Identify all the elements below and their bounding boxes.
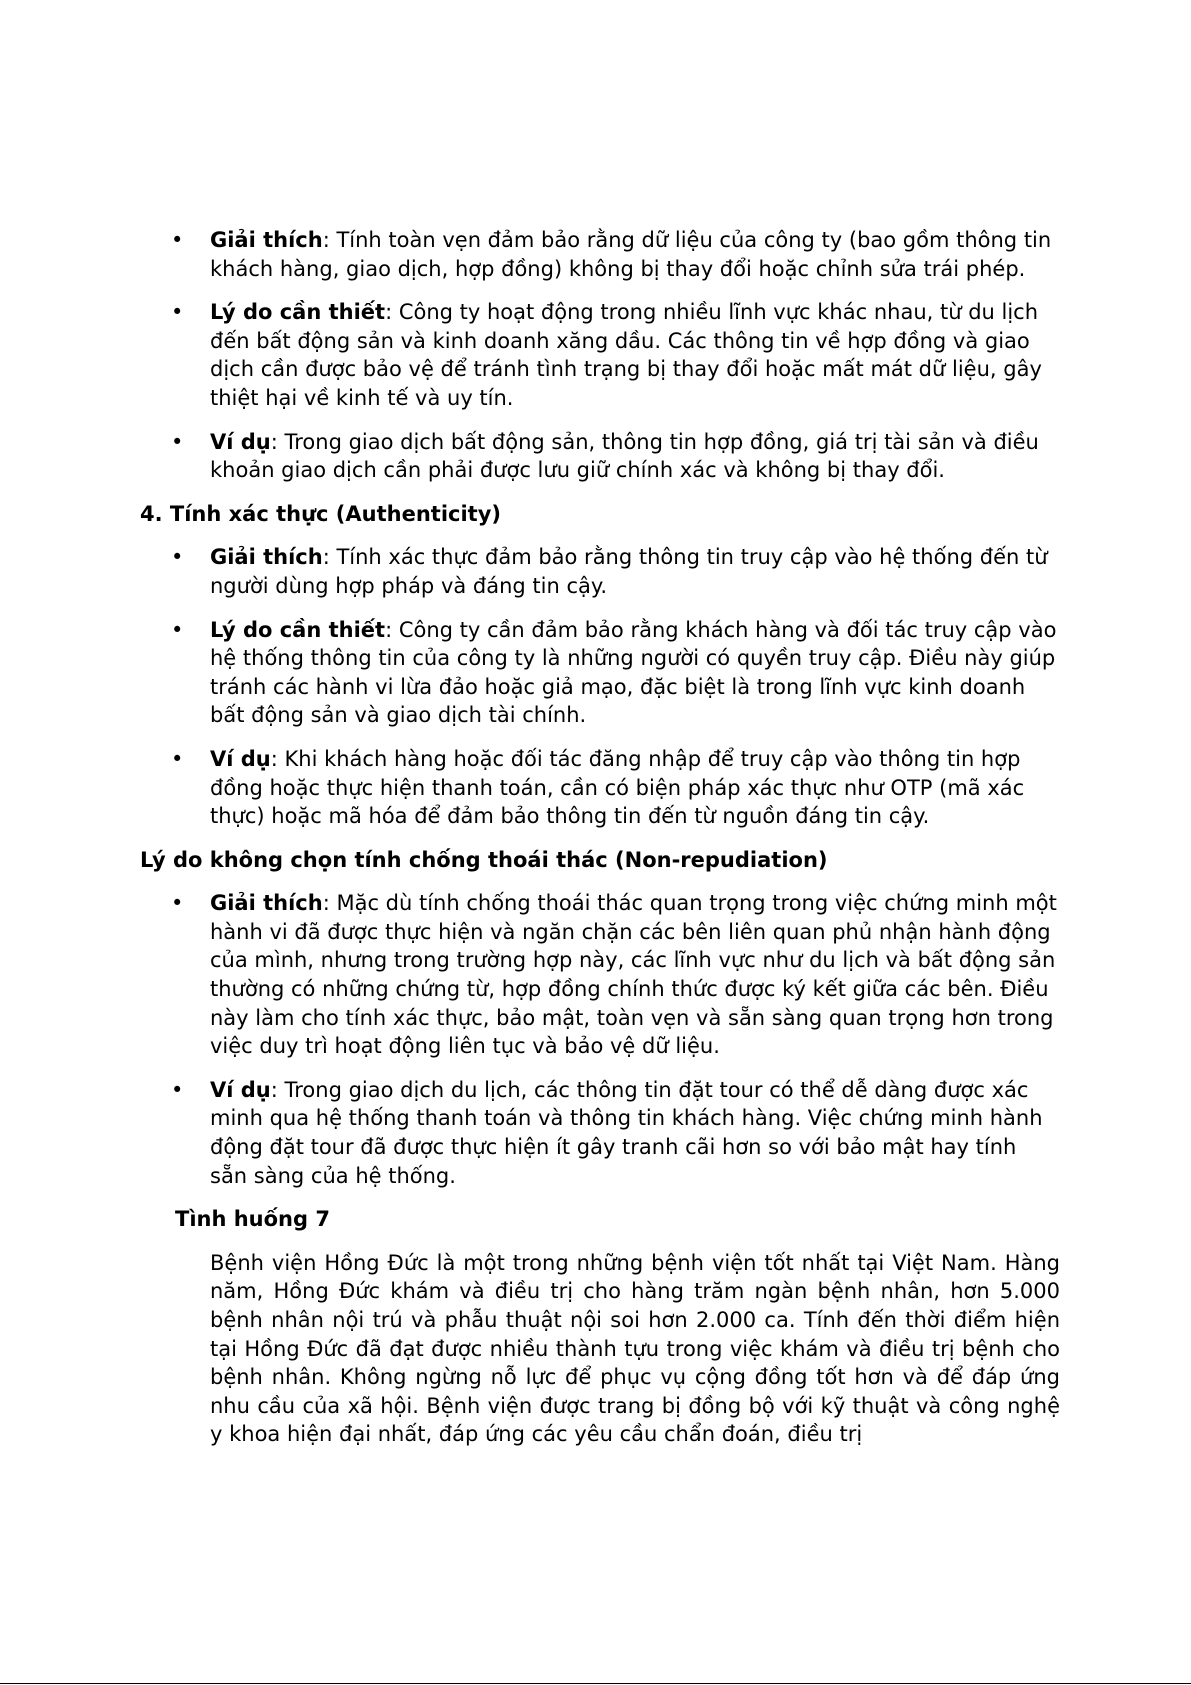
list-item: [140, 298, 1060, 412]
case-heading: Tình huống 7: [175, 1207, 330, 1232]
list-item: [140, 1076, 1060, 1190]
list-item: [140, 226, 1060, 283]
bullet-label: Giải thích: [210, 891, 323, 916]
page-footer-divider: [0, 1683, 1191, 1684]
bullet-text: : Mặc dù tính chống thoái thác quan trọng trong việc chứng minh một hành vi đã được thực hiện và ngăn chặn các bên liên quan phủ nhận hành động của mình, nhưng trong trường hợp này, các lĩnh vực như du lịch và bất động sản thường có những chứng từ, hợp đồng chính thức được ký kết giữa các bên. Điều này làm cho tính xác thực, bảo mật, toàn vẹn và sẵn sàng quan trọng hơn trong việc duy trì hoạt động liên tục và bảo vệ dữ liệu.: [210, 891, 1057, 1059]
list-item: [140, 428, 1060, 485]
list-item: [140, 543, 1060, 600]
section-heading-non-repudiation: Lý do không chọn tính chống thoái thác (Non-repudiation): [140, 847, 828, 872]
authenticity-bullet-list: [140, 543, 1060, 830]
list-item: [140, 616, 1060, 730]
list-item: [140, 889, 1060, 1061]
bullet-label: Ví dụ: [210, 429, 271, 454]
bullet-text: : Tính toàn vẹn đảm bảo rằng dữ liệu của công ty (bao gồm thông tin khách hàng, giao dịch, hợp đồng) không bị thay đổi hoặc chỉnh sửa trái phép.: [210, 228, 1052, 281]
bullet-text: : Công ty hoạt động trong nhiều lĩnh vực khác nhau, từ du lịch đến bất động sản và kinh doanh xăng dầu. Các thông tin về hợp đồng và giao dịch cần được bảo vệ để tránh tình trạng bị thay đổi hoặc mất mát dữ liệu, gây thiệt hại về kinh tế và uy tín.: [210, 300, 1042, 410]
bullet-label: Lý do cần thiết: [210, 617, 386, 642]
document-content: [140, 226, 1060, 1449]
list-item: [140, 745, 1060, 831]
bullet-text: : Trong giao dịch du lịch, các thông tin đặt tour có thể dễ dàng được xác minh qua hệ thống thanh toán và thông tin khách hàng. Việc chứng minh hành động đặt tour đã được thực hiện ít gây tranh cãi hơn so với bảo mật hay tính sẵn sàng của hệ thống.: [210, 1077, 1043, 1188]
bullet-label: Ví dụ: [210, 1077, 271, 1102]
bullet-text: : Công ty cần đảm bảo rằng khách hàng và đối tác truy cập vào hệ thống thông tin của công ty là những người có quyền truy cập. Điều này giúp tránh các hành vi lừa đảo hoặc giả mạo, đặc biệt là trong lĩnh vực kinh doanh bất động sản và giao dịch tài chính.: [210, 617, 1057, 728]
bullet-label: Lý do cần thiết: [210, 300, 386, 325]
bullet-text: : Khi khách hàng hoặc đối tác đăng nhập để truy cập vào thông tin hợp đồng hoặc thực hiện thanh toán, cần có biện pháp xác thực như OTP (mã xác thực) hoặc mã hóa để đảm bảo thông tin đến từ nguồn đáng tin cậy.: [210, 746, 1025, 829]
bullet-text: : Trong giao dịch bất động sản, thông tin hợp đồng, giá trị tài sản và điều khoản giao dịch cần phải được lưu giữ chính xác và không bị thay đổi.: [210, 429, 1039, 483]
integrity-bullet-list: [140, 226, 1060, 485]
bullet-label: Giải thích: [210, 545, 323, 570]
bullet-text: : Tính xác thực đảm bảo rằng thông tin truy cập vào hệ thống đến từ người dùng hợp pháp và đáng tin cậy.: [210, 545, 1048, 598]
non-repudiation-bullet-list: [140, 889, 1060, 1190]
section-heading-authenticity: 4. Tính xác thực (Authenticity): [140, 501, 501, 526]
case-paragraph: Bệnh viện Hồng Đức là một trong những bệnh viện tốt nhất tại Việt Nam. Hàng năm, Hồng Đức khám và điều trị cho hàng trăm ngàn bệnh nhân, hơn 5.000 bệnh nhân nội trú và phẫu thuật nội soi hơn 2.000 ca. Tính đến thời điểm hiện tại Hồng Đức đã đạt được nhiều thành tựu trong việc khám và điều trị bệnh cho bệnh nhân. Không ngừng nỗ lực để phục vụ cộng đồng tốt hơn và để đáp ứng nhu cầu của xã hội. Bệnh viện được trang bị đồng bộ với kỹ thuật và công nghệ y khoa hiện đại nhất, đáp ứng các yêu cầu chẩn đoán, điều trị: [210, 1250, 1060, 1447]
bullet-label: Ví dụ: [210, 746, 271, 771]
bullet-label: Giải thích: [210, 228, 323, 252]
